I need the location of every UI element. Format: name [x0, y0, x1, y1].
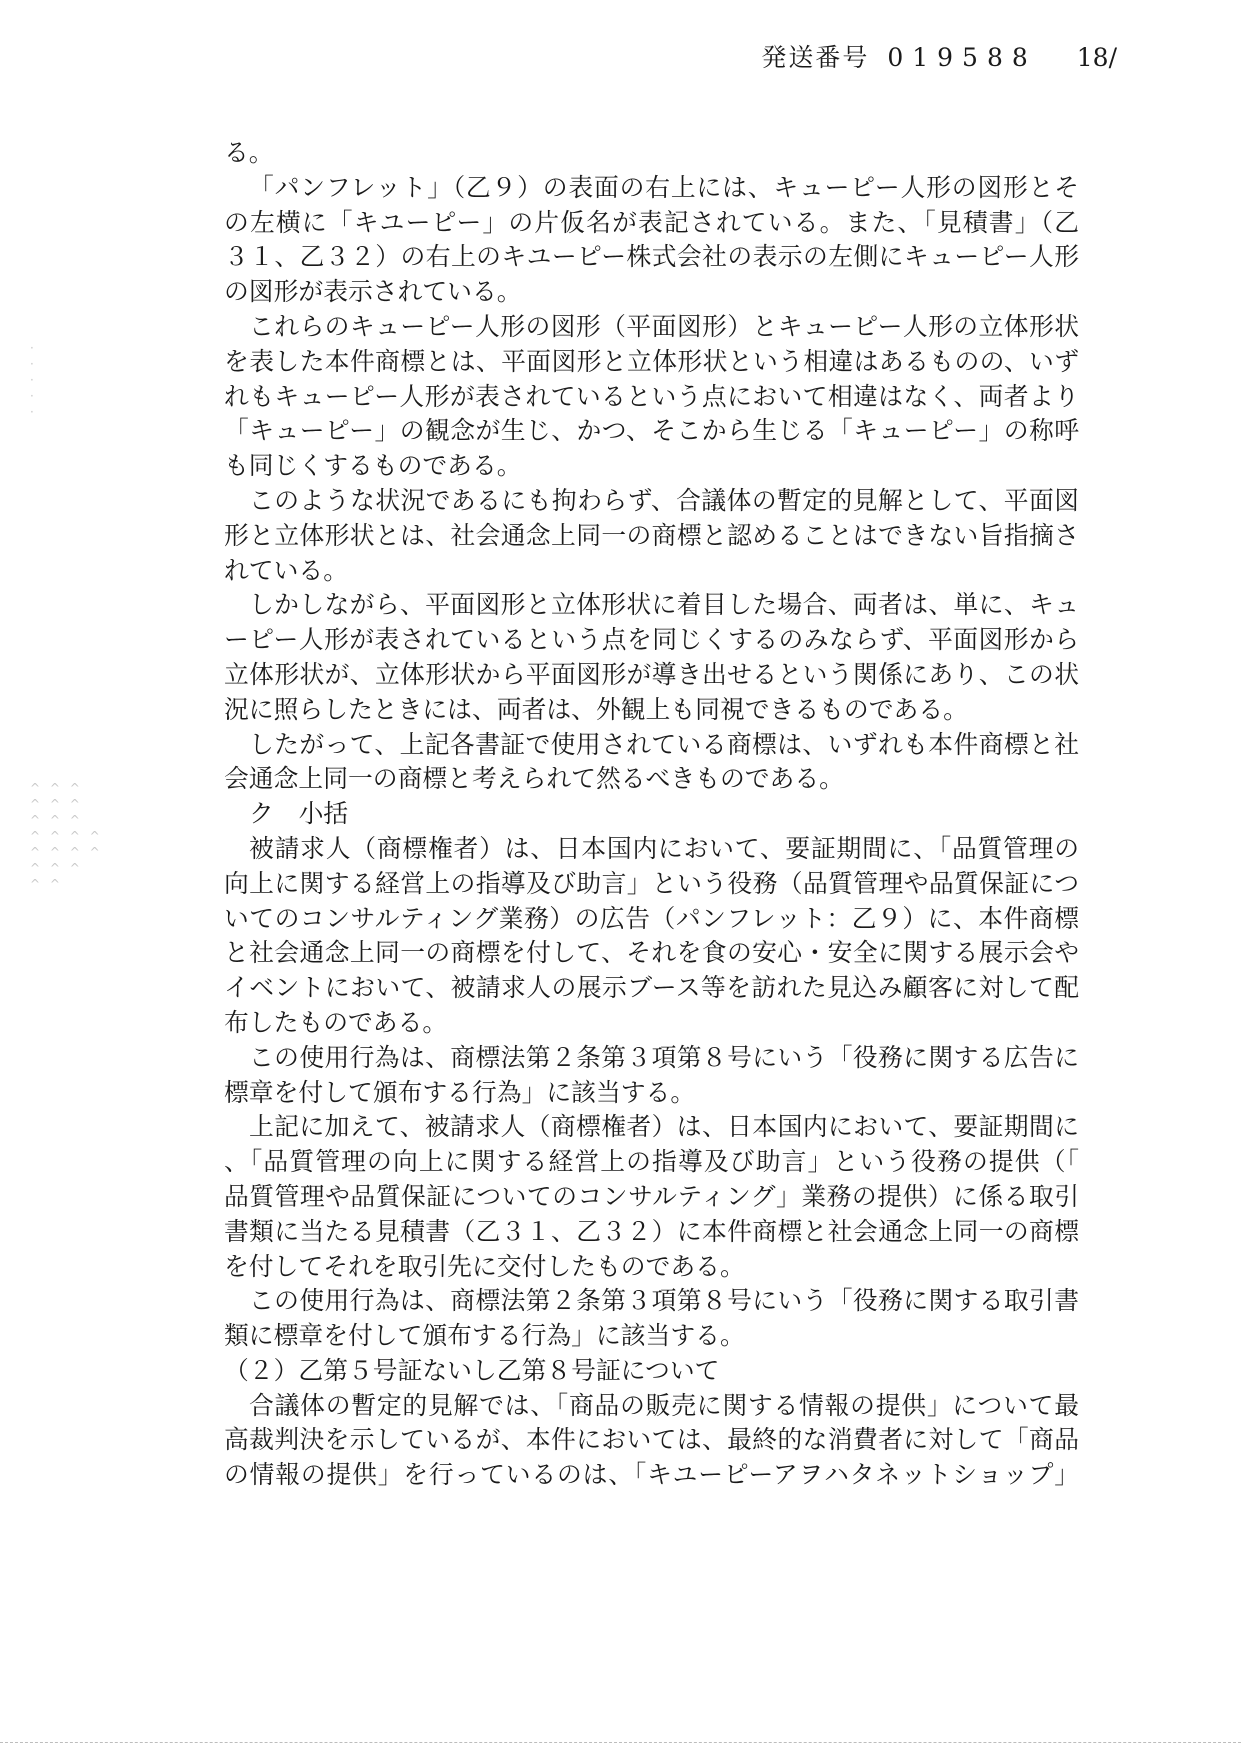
- text-line: 標章を付して頒布する行為」に該当する。: [224, 1077, 696, 1107]
- text-line: 上記に加えて、被請求人（商標権者）は、日本国内において、要証期間に: [249, 1112, 1079, 1142]
- text-line: 類に標章を付して頒布する行為」に該当する。: [224, 1321, 745, 1351]
- text-line: 「キューピー」の観念が生じ、かつ、そこから生じる「キューピー」の称呼: [224, 416, 1079, 446]
- text-line: 立体形状が、立体形状から平面図形が導き出せるという関係にあり、この状: [224, 659, 1079, 689]
- scan-noise-mark: · · · · ·: [30, 341, 37, 419]
- text-line: を付してそれを取引先に交付したものである。: [224, 1251, 745, 1281]
- text-line: を表した本件商標とは、平面図形と立体形状という相違はあるものの、いず: [224, 346, 1079, 376]
- text-line: れもキューピー人形が表されているという点において相違はなく、両者より: [224, 381, 1079, 411]
- text-line: この使用行為は、商標法第２条第３項第８号にいう「役務に関する取引書: [249, 1286, 1079, 1316]
- text-line: ーピー人形が表されているという点を同じくするのみならず、平面図形から: [224, 625, 1079, 655]
- text-line: この使用行為は、商標法第２条第３項第８号にいう「役務に関する広告に: [249, 1042, 1079, 1072]
- text-line: 布したものである。: [224, 1007, 448, 1037]
- document-header: [761, 38, 1117, 74]
- scan-noise-pattern: ^ ^ ^ ^ ^ ^ ^ ^ ^ ^ ^ ^ ^ ^ ^ ^ ^ ^ ^ ^ ^ ^: [30, 781, 103, 891]
- text-line: と社会通念上同一の商標を付して、それを食の安心・安全に関する展示会や: [224, 938, 1079, 968]
- text-line: 向上に関する経営上の指導及び助言」という役務（品質管理や品質保証につ: [224, 868, 1079, 898]
- document-body: [224, 136, 1079, 1493]
- text-line: イベントにおいて、被請求人の展示ブース等を訪れた見込み顧客に対して配: [224, 973, 1079, 1003]
- text-line: 品質管理や品質保証についてのコンサルティング」業務の提供）に係る取引: [224, 1181, 1079, 1211]
- send-number-label: 発送番号: [761, 43, 870, 72]
- text-line: 形と立体形状とは、社会通念上同一の商標と認めることはできない旨指摘さ: [224, 520, 1079, 550]
- text-line: これらのキューピー人形の図形（平面図形）とキューピー人形の立体形状: [249, 311, 1079, 341]
- text-line: ク 小括: [249, 799, 349, 829]
- text-line: 会通念上同一の商標と考えられて然るべきものである。: [224, 764, 844, 794]
- text-line: 、「品質管理の向上に関する経営上の指導及び助言」という役務の提供（「: [224, 1147, 1079, 1177]
- text-line: ３１、乙３２）の右上のキユーピー株式会社の表示の左側にキューピー人形: [224, 242, 1079, 272]
- scan-edge-line: [0, 1742, 1241, 1743]
- text-line: る。: [224, 138, 274, 167]
- text-line: の左横に「キユーピー」の片仮名が表記されている。また、「見積書」（乙: [224, 207, 1079, 237]
- text-line: （２）乙第５号証ないし乙第８号証について: [224, 1355, 720, 1385]
- text-line: も同じくするものである。: [224, 451, 522, 481]
- text-line: しかしながら、平面図形と立体形状に着目した場合、両者は、単に、キュ: [249, 590, 1079, 620]
- text-line: 「パンフレット」（乙９）の表面の右上には、キューピー人形の図形とそ: [249, 172, 1079, 202]
- text-line: したがって、上記各書証で使用されている商標は、いずれも本件商標と社: [249, 729, 1079, 759]
- text-line: の図形が表示されている。: [224, 277, 522, 307]
- text-line: 況に照らしたときには、両者は、外観上も同視できるものである。: [224, 694, 968, 724]
- text-line: 書類に当たる見積書（乙３１、乙３２）に本件商標と社会通念上同一の商標: [224, 1216, 1079, 1246]
- text-line: 被請求人（商標権者）は、日本国内において、要証期間に、「品質管理の: [249, 833, 1079, 863]
- text-line: このような状況であるにも拘わらず、合議体の暫定的見解として、平面図: [249, 485, 1079, 515]
- text-line: 合議体の暫定的見解では、「商品の販売に関する情報の提供」について最: [249, 1390, 1079, 1420]
- text-line: 高裁判決を示しているが、本件においては、最終的な消費者に対して「商品: [224, 1425, 1079, 1455]
- text-line: れている。: [224, 555, 348, 585]
- send-number-value: 019588: [887, 43, 1037, 72]
- text-line: いてのコンサルティング業務）の広告（パンフレット：乙９）に、本件商標: [224, 903, 1079, 933]
- text-line: の情報の提供」を行っているのは、「キユーピーアヲハタネットショップ」: [224, 1460, 1079, 1490]
- page-number: 18/: [1076, 43, 1117, 72]
